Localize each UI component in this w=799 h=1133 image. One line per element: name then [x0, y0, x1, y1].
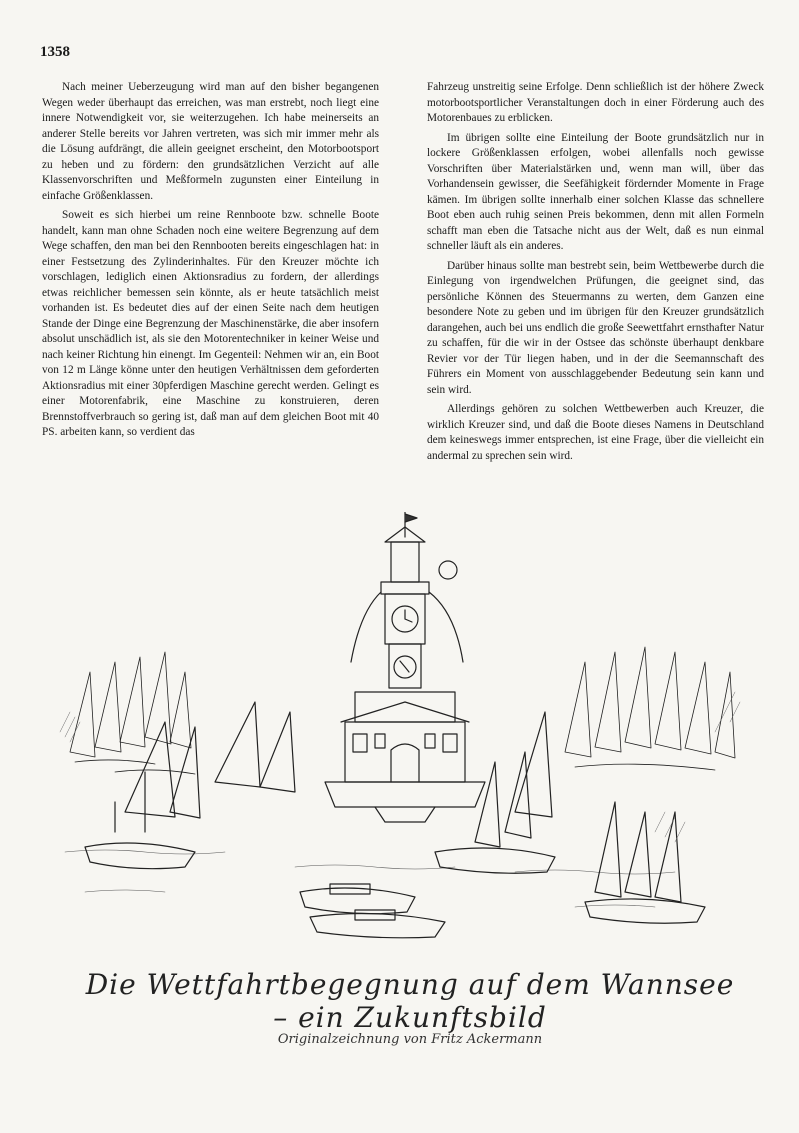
paragraph: Fahrzeug unstreitig seine Erfolge. Denn schließlich ist der höhere Zweck motorbootsportlicher Veranstaltungen doch in einer Förderung auch des Motorenbaues zu erblicken.: [427, 81, 764, 124]
regatta-illustration: [55, 512, 745, 942]
clubhouse-tower: [325, 512, 485, 822]
illustration-credit: Originalzeichnung von Fritz Ackermann: [277, 1032, 543, 1047]
motorboats-foreground: [300, 752, 555, 938]
paragraph: Nach meiner Ueberzeugung wird man auf den bisher begangenen Wegen weder überhaupt das erreichen, was man erstrebt, noch liegt eine innere Notwendigkeit vor, sie weiterzugehen. Ich habe meinerseits an anderer Stelle bereits vor Jahren vertreten, was sich mir immer mehr als die Lösung aufdrängt, die allein geeignet erscheint, den Motorbootsport zu heben und zu fördern: den grundsätzlichen Verzicht auf alle Klassenvorschriften und Meßformeln zugunsten einer Einteilung in einfache Größenklassen.: [42, 81, 379, 202]
paragraph: Im übrigen sollte eine Einteilung der Boote grundsätzlich nur in lockere Größenklassen erfolgen, wobei allenfalls noch gewisse Vorschriften über Materialstärken und, wenn man will, über das Vorhandensein gewisser, die Seefähigkeit fördernder Momente in Frage kämen. Im übrigen sollte innerhalb einer solchen Klasse das schnellere Boot eben auch ruhig seinen Preis bekommen, denn mit allen Formeln schafft man eben die Tatsache nicht aus der Welt, daß es nun einmal schneller läuft als ein anderes.: [427, 131, 764, 252]
page-number: 1358: [40, 44, 70, 60]
yachts-right-foreground: [515, 712, 705, 923]
yachts-left-foreground: [85, 702, 295, 869]
water-lines: [65, 850, 675, 907]
illustration-caption: Die Wettfahrtbegegnung auf dem Wannsee – ein Zukunftsbild: [85, 968, 735, 1034]
paragraph: Soweit es sich hierbei um reine Rennboote bzw. schnelle Boote handelt, kann man ohne Schaden noch eine weitere Begrenzung auf dem Wege schaffen, den man bei den Rennbooten bereits eingeschlagen hat: in einer Festsetzung des Zylinderinhaltes. Für den Kreuzer möchte ich vorschlagen, lediglich einen Aktionsradius zu fordern, der allerdings etwas reichlicher bemessen sein könnte, als er heute tatsächlich meist vorhanden ist. Es bedeutet dies auf der einen Seite nach dem heutigen Stande der Dinge eine Begrenzung der Maschinenstärke, die aber insofern absolut unschädlich ist, als sie den Motorentechniker in keiner Weise und nach keiner Richtung hin einengt. Im Gegenteil: Nehmen wir an, ein Boot von 12 m Länge könne unter den heutigen Verhältnissen dem geforderten Aktionsradius mit einer 30pferdigen Maschine gerecht werden. Gelingt es einer Motorenfabrik, eine Maschine zu konstruieren, deren Brennstoffverbrauch so gering ist, daß man auf dem gleichen Boot mit 40 PS. arbeiten kann, so verdient das: [42, 209, 379, 438]
column-right: [427, 80, 764, 468]
column-left: [42, 80, 379, 468]
sails-left-background: [70, 652, 195, 774]
paragraph: Allerdings gehören zu solchen Wettbewerben auch Kreuzer, die wirklich Kreuzer sind, und daß die Boote dieses Namens in Deutschland dem keineswegs immer entsprechen, ist eine Frage, über die vielleicht ein andermal zu sprechen sein wird.: [427, 403, 764, 462]
paragraph: Darüber hinaus sollte man bestrebt sein, beim Wettbewerbe durch die Einlegung von irgendwelchen Prüfungen, die geeignet sind, das persönliche Können des Steuermanns zu werten, dem Ganzen eine besondere Note zu geben und im übrigen für den Kreuzer grundsätzlich darangehen, auch bei uns endlich die große Seewettfahrt ernsthafter Natur zu schaffen, für die wir in der Ostsee das schönste überhaupt denkbare Revier vor der Tür liegen haben, und in der die Seemannschaft des Führers ein Moment von ausschlaggebender Bedeutung sein kann und sein wird.: [427, 259, 764, 396]
sails-right-background: [565, 647, 735, 770]
flag-icon: [405, 514, 417, 522]
article-columns: [42, 80, 764, 468]
hatching: [60, 692, 740, 842]
